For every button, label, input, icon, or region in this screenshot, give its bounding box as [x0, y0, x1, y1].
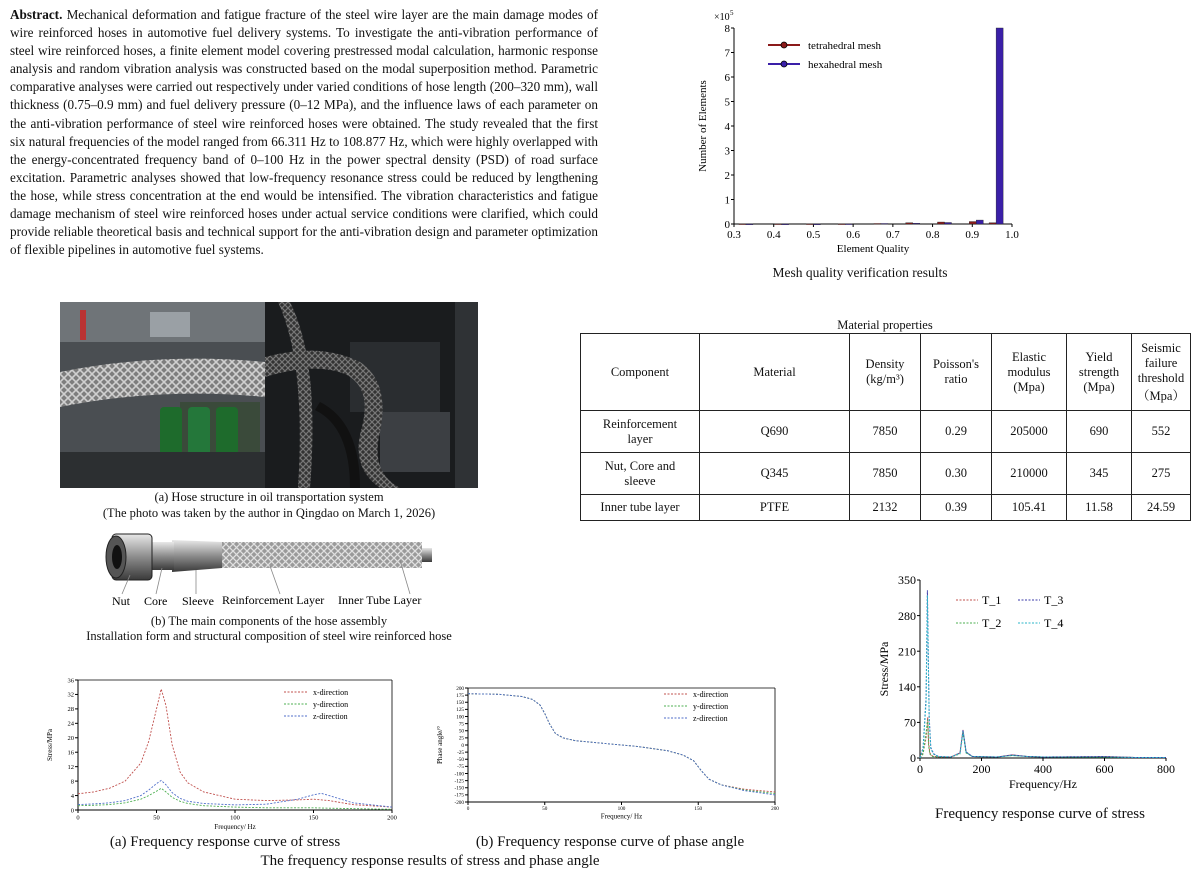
header-elastic: Elastic modulus (Mpa) [992, 334, 1067, 411]
table-cell: 0.29 [921, 411, 992, 453]
y-exponent: ×10 [714, 12, 730, 23]
legend-label: x-direction [693, 690, 729, 699]
bar [976, 220, 983, 224]
hose-figure-caption: Installation form and structural composition of steel wire reinforced hose [86, 629, 452, 643]
legend-label: z-direction [693, 714, 728, 723]
legend-label: T_4 [1044, 616, 1064, 630]
hose-caption-b: (b) The main components of the hose assembly [150, 614, 388, 628]
label-nut: Nut [112, 594, 130, 608]
mesh-quality-chart [690, 6, 1030, 264]
bar [996, 28, 1003, 224]
header-material: Material [700, 334, 850, 411]
phase-xyz-chart [430, 682, 790, 834]
bar [881, 224, 888, 225]
x-tick-label: 0.3 [727, 229, 741, 241]
table-header-row [581, 334, 1191, 411]
bottom-caption-b: (b) Frequency response curve of phase angle [475, 834, 745, 850]
y-axis-label: Stress/MPa [877, 641, 891, 697]
bar [782, 224, 789, 225]
material-table [580, 333, 1191, 521]
y-tick-label: 100 [456, 714, 464, 721]
y-tick-label: 210 [898, 644, 916, 659]
abstract-label: Abstract. [10, 7, 63, 22]
series-line-t-2 [920, 720, 1166, 758]
x-tick-label: 0.7 [885, 229, 900, 241]
bar [874, 224, 881, 225]
x-tick-label: 0.4 [766, 229, 781, 241]
y-tick-label: 1 [724, 194, 730, 207]
legend-label: hexahedral mesh [808, 59, 883, 71]
table-cell: Nut, Core and sleeve [581, 453, 700, 495]
sleeve [172, 540, 222, 572]
y-tick-label: 150 [456, 700, 464, 707]
bar [944, 223, 951, 224]
legend-label: T_1 [982, 593, 1002, 607]
bottom-caption-a: (a) Frequency response curve of stress [109, 834, 341, 850]
x-tick-label: 0.6 [846, 229, 861, 241]
table-cell: 2132 [850, 495, 921, 521]
x-tick-label: 800 [1157, 762, 1175, 776]
table-cell: 210000 [992, 453, 1067, 495]
abstract [10, 6, 598, 259]
bar [775, 224, 782, 225]
y-tick-label: -200 [454, 799, 464, 806]
table-title: Material properties [837, 318, 933, 332]
y-tick-label: 4 [70, 792, 74, 800]
y-tick-label: 0 [70, 807, 74, 815]
bar [739, 224, 746, 225]
y-tick-label: 12 [67, 763, 74, 771]
stress-xyz-chart [40, 672, 410, 834]
header-seismic: Seismic failure threshold （Mpa） [1132, 334, 1191, 411]
header-poisson: Poisson's ratio [921, 334, 992, 411]
y-tick-label: 7 [724, 47, 730, 60]
y-tick-label: 3 [724, 145, 730, 158]
y-tick-label: 75 [458, 721, 464, 728]
header-density: Density (kg/m³) [850, 334, 921, 411]
header-component: Component [581, 334, 700, 411]
table-cell: 552 [1132, 411, 1191, 453]
y-tick-label: -100 [454, 771, 464, 778]
bottom-figure-caption: The frequency response results of stress and phase angle [260, 853, 600, 869]
hose-photo [60, 302, 478, 488]
y-tick-label: 0 [910, 751, 916, 766]
bar [969, 222, 976, 224]
table-cell: 205000 [992, 411, 1067, 453]
x-tick-label: 0.9 [965, 229, 980, 241]
y-tick-label: -175 [454, 792, 464, 799]
bar [806, 224, 813, 225]
y-tick-label: -75 [457, 764, 464, 771]
x-tick-label: 100 [617, 806, 626, 813]
legend-label: T_2 [982, 616, 1002, 630]
table-cell: 105.41 [992, 495, 1067, 521]
y-tick-label: 5 [724, 96, 730, 109]
y-exponent-power: 5 [730, 9, 734, 17]
legend-label: y-direction [693, 702, 729, 711]
x-tick-label: 0 [76, 814, 80, 822]
table-cell: 24.59 [1132, 495, 1191, 521]
y-tick-label: -150 [454, 785, 464, 792]
series-line-t-4 [920, 595, 1166, 758]
y-tick-label: -125 [454, 778, 464, 785]
y-tick-label: 8 [70, 778, 74, 786]
x-tick-label: 400 [1034, 762, 1052, 776]
x-axis-label: Frequency/ Hz [600, 812, 643, 821]
table-cell: 11.58 [1067, 495, 1132, 521]
table-row [581, 495, 1191, 521]
x-tick-label: 50 [153, 814, 160, 822]
x-tick-label: 200 [387, 814, 397, 822]
bar [845, 224, 852, 225]
series-line-y-direction [468, 694, 775, 794]
x-axis-label: Frequency/Hz [1009, 777, 1077, 791]
y-tick-label: 50 [458, 728, 464, 735]
x-tick-label: 600 [1095, 762, 1114, 776]
y-tick-label: 280 [898, 608, 916, 623]
y-tick-label: 4 [724, 120, 730, 133]
y-tick-label: 25 [458, 735, 464, 742]
y-tick-label: -25 [457, 749, 464, 756]
bar [906, 223, 913, 224]
y-tick-label: 24 [67, 720, 74, 728]
x-tick-label: 100 [230, 814, 240, 822]
abstract-text: Mechanical deformation and fatigue fracture of the steel wire layer are the main damage modes of wire reinforced hoses in automotive fuel delivery systems. To investigate the anti-vibration performance of steel wire reinforced hoses, a finite element model covering prestressed modal calculation, harmonic response analysis and random vibration analysis was constructed based on the modal superposition method. Parametric comparative analyses were carried out respectively under varied conditions of hose length (200–320 mm), wall thickness (0.75–0.9 mm) and fuel delivery pressure (0–12 MPa), and the influence laws of each parameter on the anti-vibration performance of steel wire reinforced hoses were obtained. The study revealed that the first six natural frequencies of the model ranged from 66.311 Hz to 108.877 Hz, which were highly overlapped with the energy-concentrated frequency band of 0–100 Hz in the power spectral density (PSD) of road surface excitation. Parametric analyses showed that low-frequency resonance stress could be reduced by lengthening the hose, while stress concentration at the end would be intensified. The vibration characteristics and fatigue damage mechanism of steel wire reinforced hoses under actual service conditions were clarified, which could provide reliable theoretical basis and technical support for the anti-vibration design and parameter optimization of flexible pipelines in automotive fuel systems. [10, 7, 598, 258]
y-tick-label: 70 [904, 715, 916, 730]
y-tick-label: 175 [456, 692, 464, 699]
label-reinforcement: Reinforcement Layer [222, 593, 325, 607]
label-core: Core [144, 594, 168, 608]
y-tick-label: 140 [898, 680, 916, 694]
table-row [581, 453, 1191, 495]
y-tick-label: 200 [456, 685, 464, 692]
y-axis-label: Number of Elements [697, 80, 709, 172]
bar [937, 222, 944, 224]
y-tick-label: 350 [898, 573, 916, 588]
y-tick-label: 28 [67, 706, 74, 714]
legend-label: T_3 [1044, 593, 1064, 607]
legend-label: x-direction [313, 688, 349, 697]
series-line-z-direction [468, 694, 775, 795]
y-tick-label: 2 [724, 169, 730, 182]
y-tick-label: 6 [724, 71, 730, 84]
bar [746, 224, 753, 225]
table-cell: Inner tube layer [581, 495, 700, 521]
y-axis-label: Phase angle/° [436, 726, 444, 764]
bar [813, 224, 820, 225]
table-cell: Reinforcement layer [581, 411, 700, 453]
photo-caption-a: (a) Hose structure in oil transportation system [154, 490, 384, 504]
x-tick-label: 150 [694, 806, 703, 813]
y-tick-label: 125 [456, 707, 464, 714]
x-axis-label: Element Quality [836, 243, 910, 255]
table-cell: 275 [1132, 453, 1191, 495]
x-tick-label: 0 [917, 762, 923, 776]
y-tick-label: 32 [67, 691, 74, 699]
y-tick-label: 8 [724, 22, 730, 35]
table-cell: 345 [1067, 453, 1132, 495]
header-yield: Yield strength (Mpa) [1067, 334, 1132, 411]
x-tick-label: 150 [308, 814, 319, 822]
label-inner-tube: Inner Tube Layer [338, 593, 422, 607]
legend-label: y-direction [313, 700, 349, 709]
table-cell: 7850 [850, 411, 921, 453]
y-tick-label: -50 [457, 757, 464, 764]
x-tick-label: 1.0 [1005, 229, 1019, 241]
bar [913, 223, 920, 224]
right-chart-caption: Frequency response curve of stress [935, 806, 1145, 822]
x-tick-label: 200 [771, 806, 779, 813]
table-cell: 0.39 [921, 495, 992, 521]
y-tick-label: 36 [67, 677, 74, 685]
series-line-t-3 [920, 590, 1166, 758]
reinforcement-layer [222, 542, 422, 568]
y-tick-label: 0 [461, 742, 464, 749]
table-cell: Q690 [700, 411, 850, 453]
y-tick-label: 0 [724, 218, 730, 231]
table-cell: Q345 [700, 453, 850, 495]
legend-label: tetrahedral mesh [808, 40, 881, 52]
hose-assembly-diagram [100, 530, 440, 610]
label-sleeve: Sleeve [182, 594, 214, 608]
x-tick-label: 200 [972, 762, 991, 776]
series-line-t-1 [920, 717, 1166, 758]
photo-caption-a2: (The photo was taken by the author in Qingdao on March 1, 2026) [102, 506, 436, 520]
x-tick-label: 0.5 [806, 229, 821, 241]
x-tick-label: 50 [542, 806, 548, 813]
table-cell: 0.30 [921, 453, 992, 495]
series-line-x-direction [468, 694, 775, 792]
stress-frequency-chart [870, 570, 1180, 800]
x-axis-label: Frequency/ Hz [214, 823, 256, 831]
legend-marker [781, 61, 787, 67]
mesh-chart-caption: Mesh quality verification results [772, 265, 948, 280]
bar [989, 223, 996, 224]
table-cell: 7850 [850, 453, 921, 495]
x-tick-label: 0 [466, 806, 470, 813]
table-row [581, 411, 1191, 453]
y-tick-label: 16 [67, 749, 74, 757]
x-tick-label: 0.8 [925, 229, 940, 241]
core [150, 542, 174, 570]
legend-label: z-direction [313, 712, 348, 721]
y-tick-label: 20 [67, 735, 74, 743]
bar [838, 224, 845, 225]
table-cell: 690 [1067, 411, 1132, 453]
legend-marker [781, 42, 787, 48]
table-cell: PTFE [700, 495, 850, 521]
y-axis-label: Stress/MPa [46, 729, 54, 761]
